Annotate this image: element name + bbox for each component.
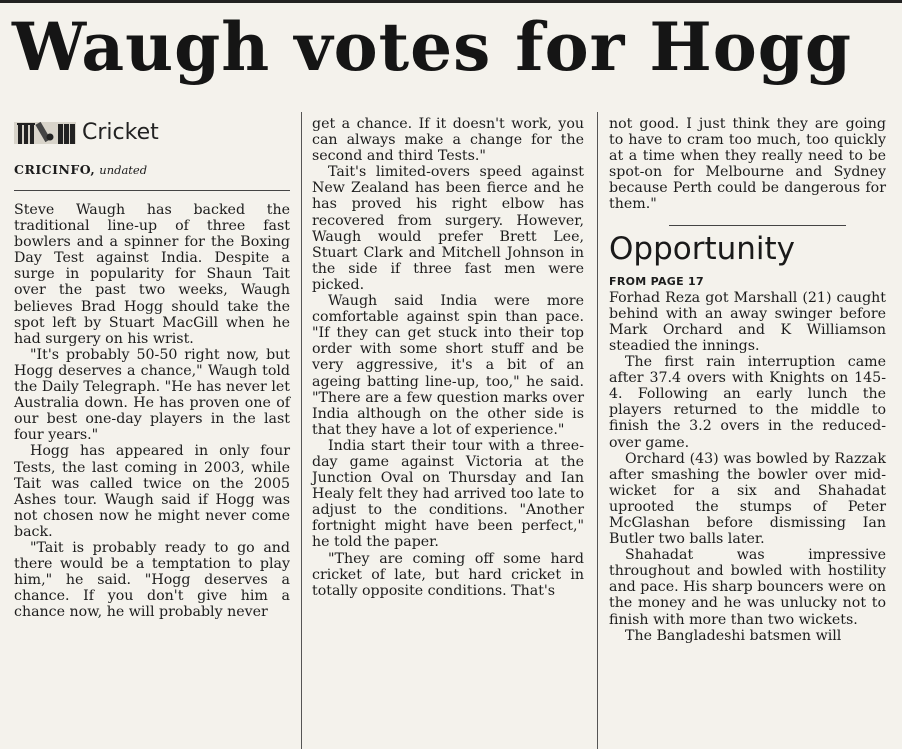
sidebar-paragraph: The first rain interruption came after 37.4 overs with Knights on 145-4. Following an early lunch the players returned to the middle to finish the 3.2 overs in the reduced-over game.	[609, 354, 886, 451]
sidebar-heading: Opportunity	[609, 230, 796, 267]
from-page-label: FROM PAGE 17	[609, 274, 704, 288]
sidebar-rule	[669, 225, 846, 226]
article-paragraph: not good. I just think they are going to have to cram too much, too quickly at a time when they really need to be spot-on for Melbourne and Sydney because Perth could be dangerous for them."	[609, 116, 886, 213]
column-divider	[301, 112, 302, 749]
column-3	[609, 116, 886, 644]
dateline	[14, 162, 290, 180]
sidebar-paragraph: Forhad Reza got Marshall (21) caught behind with an away swinger before Mark Orchard and K Williamson steadied the innings.	[609, 289, 886, 354]
dateline-rule	[14, 190, 290, 191]
cricket-icon	[14, 120, 76, 146]
article-paragraph: "It's probably 50-50 right now, but Hogg deserves a chance," Waugh told the Daily Telegraph. "He has never let Australia down. He has proven one of our best one-day players in the last four years."	[14, 346, 290, 444]
column-1	[14, 116, 290, 620]
article-paragraph: Steve Waugh has backed the traditional line-up of three fast bowlers and a spinner for the Boxing Day Test against India. Despite a surge in popularity for Shaun Tait over the past two weeks, Waugh believes Brad Hogg should take the spot left by Stuart MacGill when he had surgery on his wrist.	[14, 202, 290, 347]
sidebar-paragraph: The Bangladeshi batsmen will	[625, 627, 842, 644]
sidebar-paragraph: Shahadat was impressive throughout and bowled with hostility and pace. His sharp bouncers were on the money and he was unlucky not to finish with more than two wickets.	[609, 547, 886, 628]
article-paragraph: get a chance. If it doesn't work, you can always make a change for the second and third Tests."	[312, 116, 584, 165]
sidebar-paragraph: Orchard (43) was bowled by Razzak after smashing the bowler over mid-wicket for a six and Shahadat uprooted the stumps of Peter McGlashan before dismissing Ian Butler two balls later.	[609, 450, 886, 548]
dateline-source: CRICINFO,	[14, 162, 96, 177]
column-2	[312, 116, 584, 599]
section-label: Cricket	[82, 119, 159, 145]
article-paragraph: Waugh said India were more comfortable against spin than pace. "If they can get stuck into their top order with some short stuff and be very aggressive, it's a bit of an ageing batting line-up, too," he said. "There are a few question marks over India although on the other side is that they have a lot of experience."	[312, 293, 584, 438]
article-paragraph: Tait's limited-overs speed against New Zealand has been fierce and he has proved his right elbow has recovered from surgery. However, Waugh would prefer Brett Lee, Stuart Clark and Mitchell Johnson in the side if three fast men were picked.	[312, 164, 584, 293]
article-paragraph: "Tait is probably ready to go and there would be a temptation to play him," he said. "Hogg deserves a chance. If you don't give him a chance now, he will probably never	[14, 539, 290, 621]
headline: Waugh votes for Hogg	[12, 8, 853, 86]
article-paragraph: Hogg has appeared in only four Tests, the last coming in 2003, while Tait was called twice on the 2005 Ashes tour. Waugh said if Hogg was not chosen now he might never come back.	[14, 443, 290, 540]
section-header	[14, 118, 290, 148]
dateline-date: undated	[99, 163, 148, 177]
article-paragraph: "They are coming off some hard cricket of late, but hard cricket in totally opposite conditions. That's	[312, 550, 584, 599]
column-divider	[597, 112, 598, 749]
article-paragraph: India start their tour with a three-day game against Victoria at the Junction Oval on Thursday and Ian Healy felt they had arrived too late to adjust to the conditions. "Another fortnight might have been perfect," he told the paper.	[312, 437, 584, 551]
